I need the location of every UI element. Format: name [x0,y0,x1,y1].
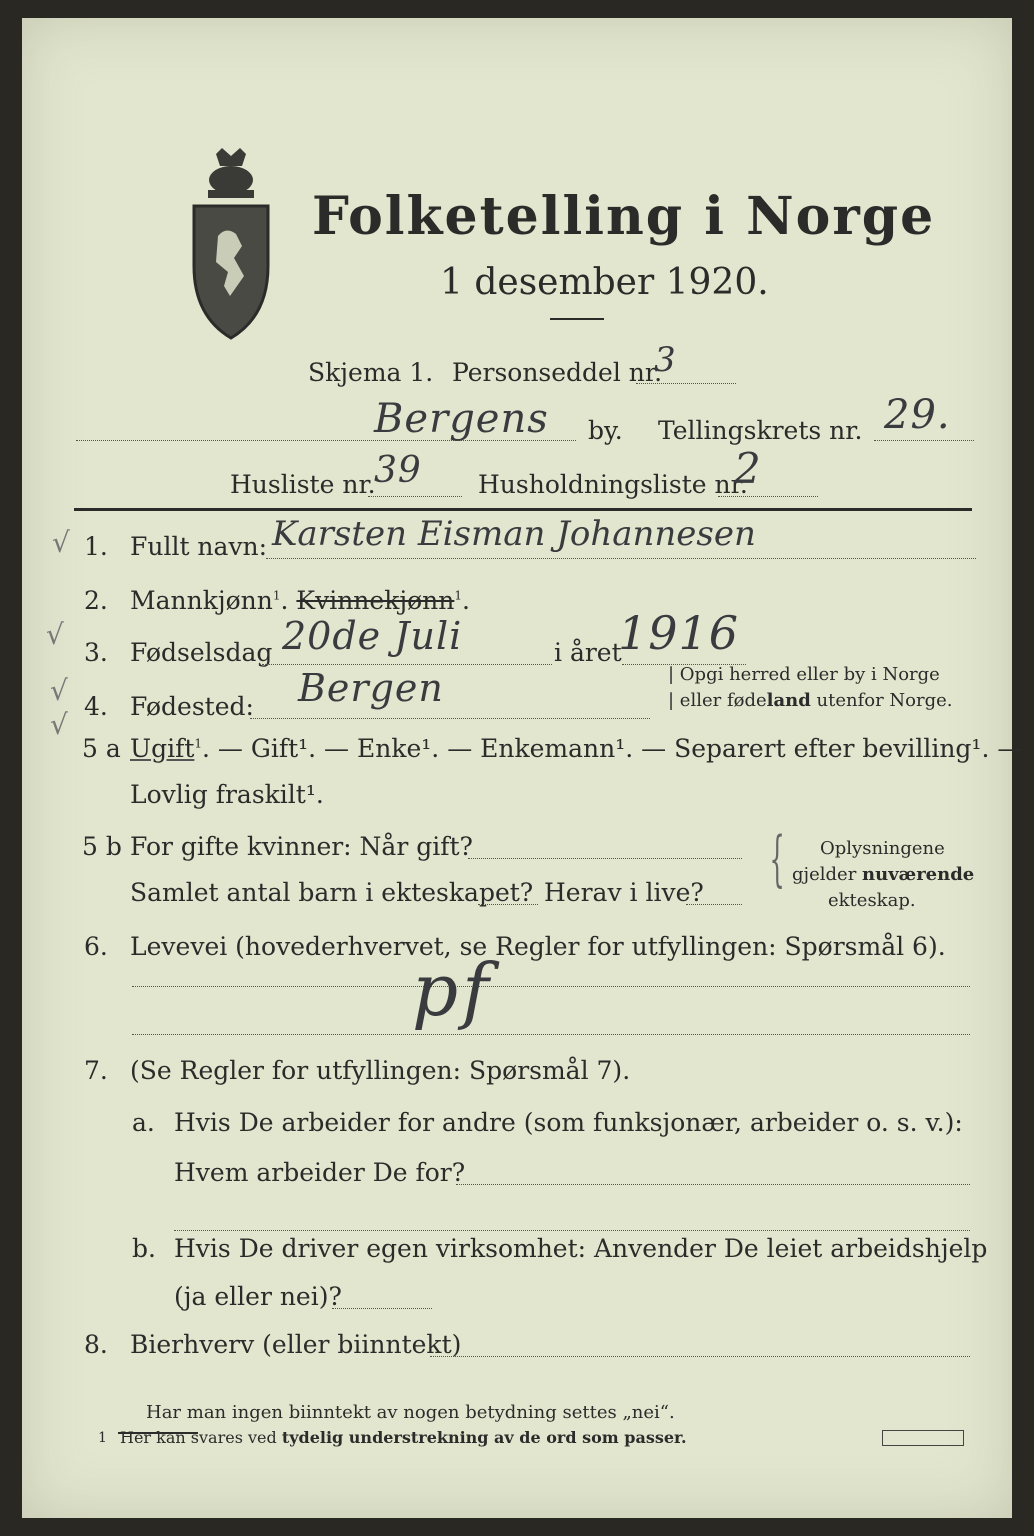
q1-line [266,558,976,559]
tellingskrets-line [874,440,974,441]
q8-line[interactable] [430,1356,970,1357]
q7b-number: b. [132,1234,156,1263]
check-mark-icon: √ [52,526,70,559]
q4-label: Fødested: [130,692,254,721]
q7-number: 7. [84,1056,108,1085]
footnote-text: Her kan svares ved tydelig understrekning av de ord som passer. [120,1428,687,1447]
title-divider [550,318,604,320]
husliste-value[interactable]: 39 [374,450,422,491]
personseddel-label: Personseddel nr. [452,358,663,387]
q5b-children-label: Samlet antal barn i ekteskapet? [130,878,534,907]
q5b-children-line[interactable] [478,904,538,905]
q5b-when-line[interactable] [468,858,742,859]
husliste-label: Husliste nr. [230,470,376,499]
q5a-line2: Lovlig fraskilt¹. [130,780,324,809]
census-date: 1 desember 1920. [440,262,769,303]
q5b-note2: gjelder nuværende [792,864,975,885]
skjema-label: Skjema 1. [308,358,434,387]
form-title: Folketelling i Norge [312,186,936,247]
q2-male-option: Mannkjønn [130,586,273,615]
personseddel-value[interactable]: 3 [654,340,677,380]
q6-line1[interactable] [132,986,970,987]
q1-label: Fullt navn: [130,532,268,561]
q8-label: Bierhverv (eller biinntekt) [130,1330,462,1359]
husholdning-label: Husholdningsliste nr. [478,470,748,499]
census-form [22,18,1023,1518]
q7a-line2: Hvem arbeider De for? [174,1158,466,1187]
q5b-number: 5 b [82,832,122,861]
q5b-note1: Oplysningene [820,838,945,859]
q6-line2[interactable] [132,1034,970,1035]
check-mark-icon: √ [50,674,68,707]
q8-number: 8. [84,1330,108,1359]
q3-day-value[interactable]: 20de Juli [282,614,463,658]
q5b-line1: For gifte kvinner: Når gift? [130,832,473,861]
q2-number: 2. [84,586,108,615]
printer-stamp-icon [882,1430,964,1446]
q3-label: Fødselsdag [130,638,273,667]
q2-sex[interactable]: Mannkjønn$^1$. Kvinnekjønn$^1$. [130,586,470,615]
city-value[interactable]: Bergens [374,396,549,442]
q3-year-value[interactable]: 1916 [618,606,740,660]
q7a-line1: Hvis De arbeider for andre (som funksjonær, arbeider o. s. v.): [174,1108,963,1137]
q1-name-value[interactable]: Karsten Eisman Johannesen [272,514,756,554]
q7a-answer-line2[interactable] [174,1230,970,1231]
q5b-alive-line[interactable] [686,904,742,905]
q5a-options[interactable]: Ugift$^1$. — Gift¹. — Enke¹. — Enkemann¹. — Separert efter bevilling¹. — [130,734,1023,763]
q7b-answer-line[interactable] [332,1308,432,1309]
q4-line [250,718,650,719]
check-mark-icon: √ [50,708,68,741]
coat-of-arms-icon [186,146,276,346]
q6-value[interactable]: pf [412,948,493,1032]
q3-year-label: i året [554,638,622,667]
husholdning-value[interactable]: 2 [734,444,762,493]
q7-label: (Se Regler for utfyllingen: Spørsmål 7). [130,1056,631,1085]
header-rule [74,508,972,511]
tellingskrets-label: Tellingskrets nr. [658,416,863,445]
q5b-bracket: { [769,824,785,894]
q6-label: Levevei (hovederhvervet, se Regler for utfyllingen: Spørsmål 6). [130,932,946,961]
husholdning-line [718,496,818,497]
q1-number: 1. [84,532,108,561]
q4-note-line1: | Opgi herred eller by i Norge [668,664,940,685]
q4-number: 4. [84,692,108,721]
check-mark-icon: √ [46,618,64,651]
footer-note: Har man ingen biinntekt av nogen betydning settes „nei“. [146,1402,675,1423]
personseddel-line [636,383,736,384]
q7a-number: a. [132,1108,155,1137]
q5a-number: 5 a [82,734,121,763]
q3-number: 3. [84,638,108,667]
q6-number: 6. [84,932,108,961]
footnote-number: 1 [98,1430,107,1446]
q5a-ugift-option: Ugift [130,734,195,763]
q7a-answer-line[interactable] [456,1184,970,1185]
q7b-line2: (ja eller nei)? [174,1282,342,1311]
q7b-line1: Hvis De driver egen virksomhet: Anvender De leiet arbeidshjelp [174,1234,988,1263]
q3-day-line [262,664,552,665]
q4-note-line2: | eller fødeland utenfor Norge. [668,690,953,711]
husliste-line [368,496,462,497]
by-label: by. [588,416,623,445]
q5b-note3: ekteskap. [828,890,916,911]
q4-value[interactable]: Bergen [298,666,444,710]
q2-female-option: Kvinnekjønn [296,586,455,615]
q5b-alive-label: Herav i live? [544,878,704,907]
tellingskrets-value[interactable]: 29. [884,392,951,438]
